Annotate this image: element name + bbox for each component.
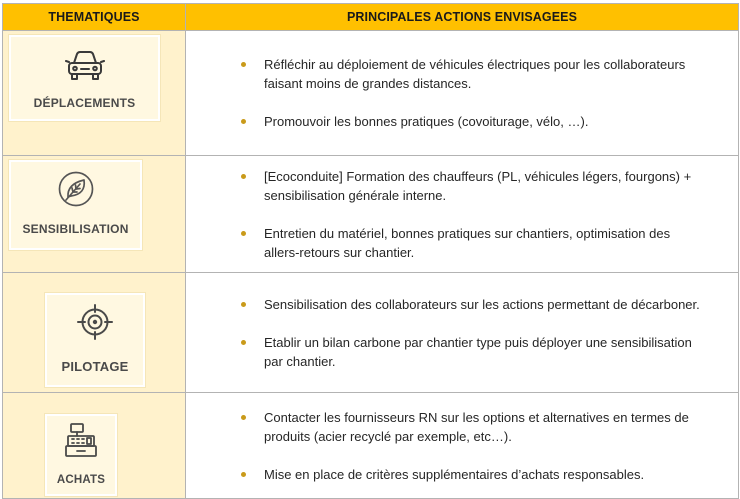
list-item: Etablir un bilan carbone par chantier type puis déployer une sensibilisation par chantier. [264,333,708,371]
list-item: Contacter les fournisseurs RN sur les options et alternatives en termes de produits (acier recyclé par exemple, etc…). [264,408,708,446]
actions-cell [186,156,739,273]
theme-label: ACHATS [56,474,106,486]
actions-table [2,3,739,499]
table-row [3,31,739,156]
theme-cell-sensibilisation [3,156,186,273]
table-row [3,273,739,393]
leaf-icon [58,170,94,208]
header-actions: PRINCIPALES ACTIONS ENVISAGEES [186,4,739,31]
actions-list [264,55,708,131]
theme-label: SENSIBILISATION [22,222,129,236]
list-item: Mise en place de critères supplémentaires d’achats responsables. [264,465,708,484]
theme-cell-achats [3,393,186,499]
table-header-row [3,4,739,31]
table-row [3,393,739,499]
list-item: Sensibilisation des collaborateurs sur les actions permettant de décarboner. [264,295,708,314]
header-thematiques: THEMATIQUES [3,4,186,31]
cash-register-icon [64,422,98,460]
actions-list [264,408,708,484]
actions-cell [186,273,739,393]
car-icon [65,49,105,83]
list-item: Réfléchir au déploiement de véhicules électriques pour les collaborateurs faisant moins de grandes distances. [264,55,708,93]
theme-label: PILOTAGE [61,359,129,374]
theme-card-achats [45,414,117,496]
theme-cell-pilotage [3,273,186,393]
theme-card-deplacements [9,35,160,121]
actions-list [264,167,708,262]
theme-card-pilotage [45,293,145,387]
target-icon [76,303,114,341]
theme-cell-deplacements [3,31,186,156]
table-row [3,156,739,273]
theme-label: DÉPLACEMENTS [33,96,136,110]
list-item: Promouvoir les bonnes pratiques (covoiturage, vélo, …). [264,112,708,131]
actions-cell [186,31,739,156]
actions-list [264,295,708,371]
list-item: Entretien du matériel, bonnes pratiques sur chantiers, optimisation des allers-retours sur chantier. [264,224,708,262]
list-item: [Ecoconduite] Formation des chauffeurs (PL, véhicules légers, fourgons) + sensibilisation générale interne. [264,167,708,205]
theme-card-sensibilisation [9,160,142,250]
actions-cell [186,393,739,499]
